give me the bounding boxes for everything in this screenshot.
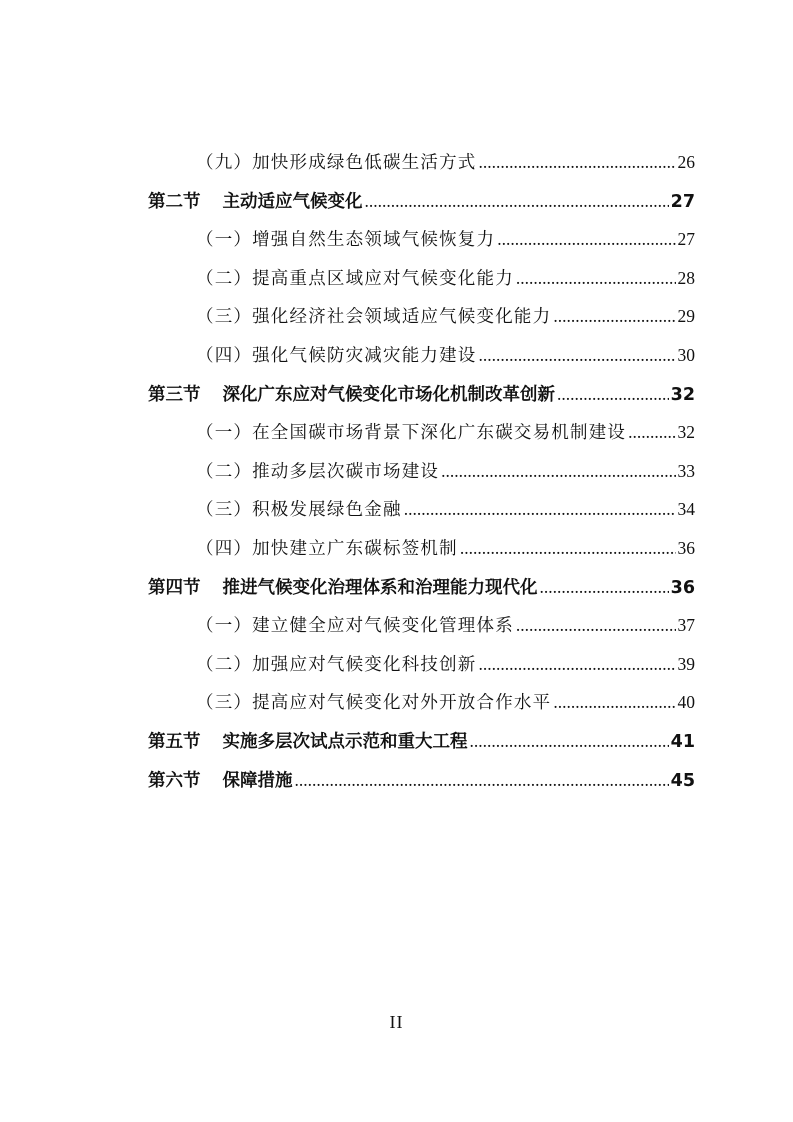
toc-entry[interactable]: [148, 143, 695, 182]
toc-entry-label: [148, 376, 555, 415]
toc-entry-label: [148, 569, 538, 608]
dot-leader: [553, 683, 675, 722]
section-prefix: 第六节: [148, 770, 201, 791]
toc-page-number: 40: [677, 692, 695, 713]
toc-entry-label: （一）增强自然生态领域气候恢复力: [196, 230, 496, 251]
dot-leader: [479, 336, 676, 375]
toc-page-number: 27: [670, 191, 695, 212]
dot-leader: [516, 606, 676, 645]
toc-section-entry[interactable]: [148, 722, 695, 761]
toc-entry-label: （三）强化经济社会领域适应气候变化能力: [196, 307, 552, 328]
dot-leader: [628, 413, 675, 452]
toc-page-number: 27: [677, 229, 695, 250]
dot-leader: [460, 529, 676, 568]
toc-entry[interactable]: [148, 606, 695, 645]
toc-entry-label: （一）在全国碳市场背景下深化广东碳交易机制建设: [196, 423, 627, 444]
dot-leader: [365, 182, 669, 221]
toc-entry-label: （四）强化气候防灾减灾能力建设: [196, 345, 477, 366]
toc-page-number: 45: [670, 770, 695, 791]
toc-page-number: 28: [677, 267, 695, 288]
toc-page-number: 36: [677, 537, 695, 558]
toc-page-number: 37: [677, 615, 695, 636]
toc-page-number: 34: [677, 499, 695, 520]
toc-page-number: 30: [677, 344, 695, 365]
toc-page-number: 26: [677, 152, 695, 172]
toc-section-entry[interactable]: [148, 375, 695, 414]
toc-entry[interactable]: [148, 259, 695, 298]
toc-entry-label: （二）加强应对气候变化科技创新: [196, 654, 477, 675]
toc-entry-label: （二）提高重点区域应对气候变化能力: [196, 268, 514, 289]
toc-page-number: 36: [670, 577, 695, 598]
toc-entry-label: （九）加快形成绿色低碳生活方式: [196, 153, 477, 173]
toc-entry[interactable]: [148, 297, 695, 336]
toc-entry[interactable]: [148, 220, 695, 259]
toc-entry-label: （二）推动多层次碳市场建设: [196, 461, 440, 482]
toc-page-number: 39: [677, 653, 695, 674]
toc-entry-label: （一）建立健全应对气候变化管理体系: [196, 616, 514, 637]
section-prefix: 第三节: [148, 384, 201, 405]
dot-leader: [295, 761, 669, 800]
toc-page-number: 32: [670, 384, 695, 405]
toc-entry[interactable]: [148, 529, 695, 568]
toc-entry-label: （三）提高应对气候变化对外开放合作水平: [196, 693, 552, 714]
section-prefix: 第五节: [148, 731, 201, 752]
toc-section-entry[interactable]: [148, 182, 695, 221]
toc-entry-label: （三）积极发展绿色金融: [196, 500, 402, 521]
toc-entry-label: [148, 723, 468, 762]
section-title: 深化广东应对气候变化市场化机制改革创新: [222, 384, 555, 405]
toc-page-number: 32: [677, 422, 695, 443]
toc-section-entry[interactable]: [148, 761, 695, 800]
toc-section-entry[interactable]: [148, 568, 695, 607]
toc-entry[interactable]: [148, 683, 695, 722]
dot-leader: [540, 568, 669, 607]
toc-entry-label: （四）加快建立广东碳标签机制: [196, 538, 458, 559]
toc-page-number: 29: [677, 306, 695, 327]
toc-page-number: 41: [670, 731, 695, 752]
toc-entry[interactable]: [148, 452, 695, 491]
section-title: 推进气候变化治理体系和治理能力现代化: [222, 577, 538, 598]
dot-leader: [479, 645, 676, 684]
section-prefix: 第四节: [148, 577, 201, 598]
dot-leader: [404, 490, 676, 529]
table-of-contents: [148, 143, 695, 799]
toc-entry[interactable]: [148, 336, 695, 375]
toc-entry-label: [148, 762, 293, 801]
dot-leader: [516, 259, 676, 298]
toc-entry[interactable]: [148, 490, 695, 529]
section-title: 主动适应气候变化: [222, 191, 363, 212]
section-prefix: 第二节: [148, 191, 201, 212]
dot-leader: [470, 722, 669, 761]
toc-entry[interactable]: [148, 413, 695, 452]
dot-leader: [497, 220, 675, 259]
dot-leader: [479, 143, 676, 182]
dot-leader: [557, 375, 669, 414]
page-number-footer: II: [389, 1012, 404, 1032]
dot-leader: [553, 297, 675, 336]
toc-page-number: 33: [677, 460, 695, 481]
section-title: 实施多层次试点示范和重大工程: [222, 731, 468, 752]
dot-leader: [441, 452, 675, 491]
toc-entry[interactable]: [148, 645, 695, 684]
toc-entry-label: [148, 183, 363, 222]
section-title: 保障措施: [222, 770, 293, 791]
